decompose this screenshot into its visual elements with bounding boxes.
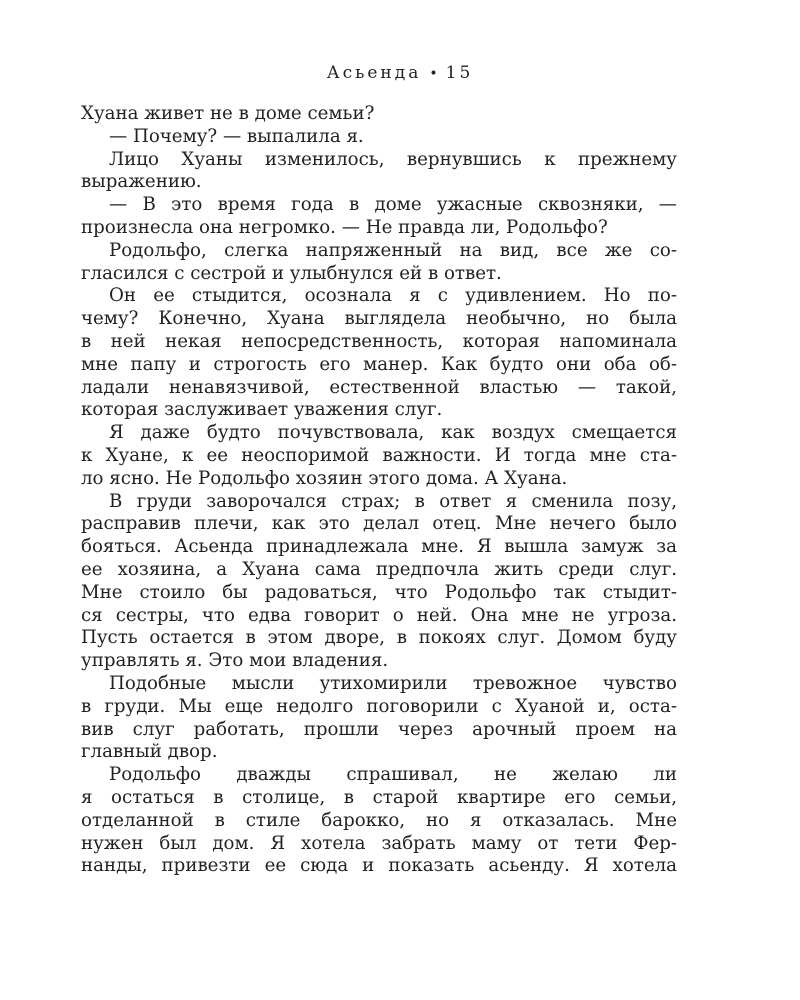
text-line: в ней некая непосредственность, которая напоминала	[81, 330, 677, 352]
text-line: Подобные мысли утихомирили тревожное чувство	[109, 672, 677, 694]
text-line: выражению.	[81, 171, 202, 193]
text-line: главный двор.	[81, 741, 218, 763]
body-text	[81, 103, 677, 878]
text-line: ладали ненавязчивой, естественной властью — такой,	[81, 376, 677, 398]
text-line: ее хозяина, а Хуана сама предпочла жить среди слуг.	[81, 558, 677, 580]
text-line: Я даже будто почувствовала, как воздух смещается	[109, 422, 677, 444]
header-separator: •	[429, 66, 438, 82]
text-line: ся сестры, что едва говорит о ней. Она мне не угроза.	[81, 604, 677, 626]
text-line: Пусть остается в этом дворе, в покоях слуг. Домом буду	[81, 627, 677, 649]
text-line: к Хуане, к ее неоспоримой важности. И тогда мне ста-	[81, 444, 677, 466]
text-line: я остаться в столице, в старой квартире его семьи,	[81, 786, 677, 808]
text-line: расправив плечи, как это делал отец. Мне нечего было	[81, 513, 677, 535]
text-line: которая заслуживает уважения слуг.	[81, 399, 443, 421]
text-line: Он ее стыдится, осознала я с удивлением. Но по-	[109, 285, 677, 307]
text-line: Родольфо дважды спрашивал, не желаю ли	[109, 764, 677, 786]
page-number: 15	[445, 63, 474, 83]
text-line: В груди заворочался страх; в ответ я сменила позу,	[109, 490, 677, 512]
text-line: нанды, привезти ее сюда и показать асьенду. Я хотела	[81, 855, 677, 877]
running-header	[0, 63, 800, 83]
text-line: вив слуг работать, прошли через арочный проем на	[81, 718, 677, 740]
text-line: — В это время года в доме ужасные сквозняки, —	[109, 194, 677, 216]
text-line: мне папу и строгость его манер. Как будто они оба об-	[81, 353, 677, 375]
text-line: Родольфо, слегка напряженный на вид, все же со-	[109, 239, 677, 261]
text-line: Мне стоило бы радоваться, что Родольфо так стыдит-	[81, 581, 677, 603]
running-title: Асьенда	[326, 63, 422, 83]
text-line: произнесла она негромко. — Не правда ли, Родольфо?	[81, 216, 608, 238]
text-line: в груди. Мы еще недолго поговорили с Хуаной и, остa-	[81, 695, 677, 717]
text-line: — Почему? — выпалила я.	[109, 125, 364, 147]
text-line: нужен был дом. Я хотела забрать маму от тети Фер-	[81, 832, 677, 854]
text-line: ло ясно. Не Родольфо хозяин этого дома. А Хуана.	[81, 467, 568, 489]
text-line: управлять я. Это мои владения.	[81, 650, 389, 672]
text-line: гласился с сестрой и улыбнулся ей в ответ.	[81, 262, 502, 284]
text-line: Лицо Хуаны изменилось, вернувшись к прежнему	[109, 148, 677, 170]
text-line: Хуана живет не в доме семьи?	[81, 103, 375, 124]
text-line: чему? Конечно, Хуана выглядела необычно, но была	[81, 308, 677, 330]
text-line: бояться. Асьенда принадлежала мне. Я вышла замуж за	[81, 536, 677, 558]
text-line: отделанной в стиле барокко, но я отказалась. Мне	[81, 809, 677, 831]
